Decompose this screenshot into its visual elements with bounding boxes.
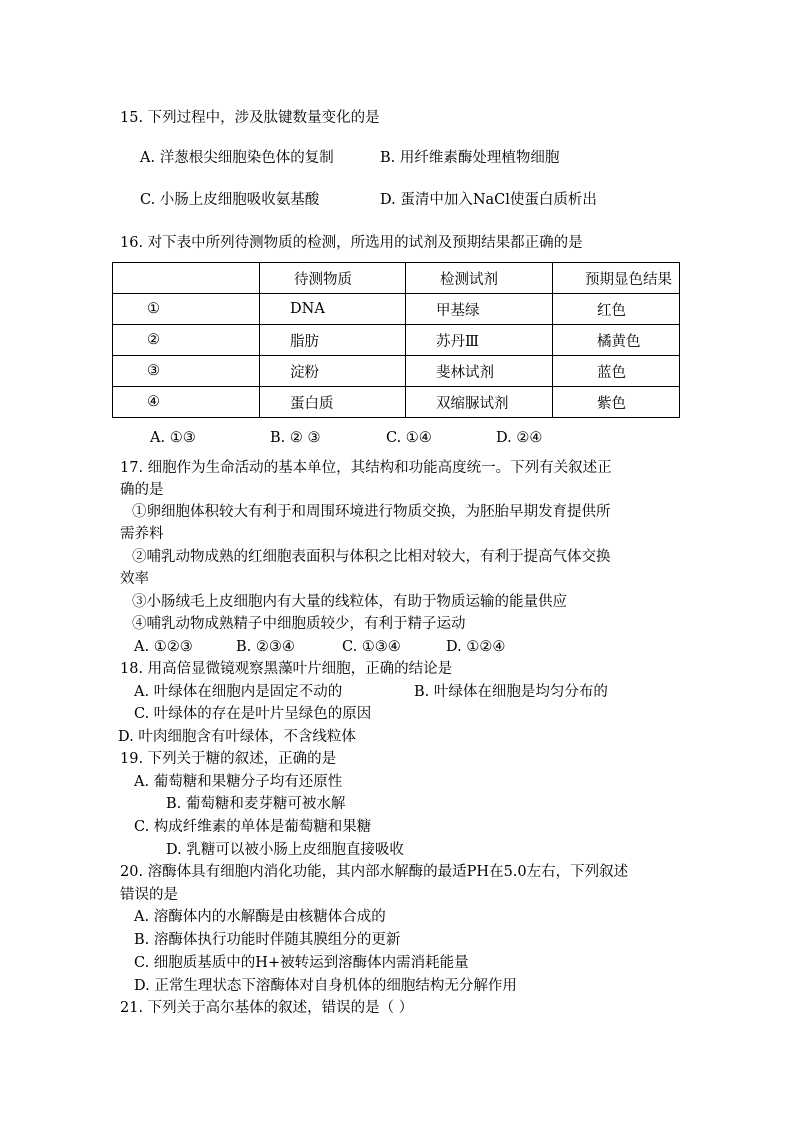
q19-option-c: C. 构成纤维素的单体是葡萄糖和果糖 (134, 819, 372, 835)
q15-option-c: C. 小肠上皮细胞吸收氨基酸 (140, 192, 320, 208)
table-cell: ④ (113, 387, 260, 418)
table-cell: DNA (260, 294, 406, 325)
q16-stem: 16. 对下表中所列待测物质的检测，所选用的试剂及预期结果都正确的是 (120, 235, 583, 251)
q18-option-d: D. 叶肉细胞含有叶绿体，不含线粒体 (118, 729, 356, 745)
q15-option-d: D. 蛋清中加入NaCl使蛋白质析出 (380, 192, 597, 208)
q19-stem: 19. 下列关于糖的叙述，正确的是 (120, 751, 337, 767)
q17-statement-1b: 需养料 (120, 526, 164, 542)
q16-option-b: B. ② ③ (270, 430, 321, 446)
q18-stem: 18. 用高倍显微镜观察黑藻叶片细胞，正确的结论是 (120, 661, 453, 677)
table-cell: 红色 (553, 294, 680, 325)
q19-option-a: A. 葡萄糖和果糖分子均有还原性 (134, 774, 343, 790)
table-cell: ② (113, 325, 260, 356)
table-cell: 斐林试剂 (406, 356, 553, 387)
q17-statement-2b: 效率 (120, 571, 149, 587)
table-cell: 甲基绿 (406, 294, 553, 325)
table-cell: 双缩脲试剂 (406, 387, 553, 418)
q17-option-c: C. ①③④ (342, 639, 401, 655)
table-cell: 蓝色 (553, 356, 680, 387)
q20-stem-line2: 错误的是 (120, 887, 178, 903)
q17-statement-1a: ①卵细胞体积较大有利于和周围环境进行物质交换，为胚胎早期发育提供所 (132, 504, 611, 520)
table-cell: ③ (113, 356, 260, 387)
table-header-cell: 检测试剂 (406, 263, 553, 294)
q17-stem-line1: 17. 细胞作为生命活动的基本单位，其结构和功能高度统一。下列有关叙述正 (120, 460, 612, 476)
q16-option-d: D. ②④ (496, 430, 543, 446)
table-row (113, 325, 680, 356)
table-header-cell: 待测物质 (260, 263, 406, 294)
q20-stem-line1: 20. 溶酶体具有细胞内消化功能，其内部水解酶的最适PH在5.0左右，下列叙述 (120, 864, 629, 880)
q15-option-a: A. 洋葱根尖细胞染色体的复制 (140, 150, 334, 166)
table-cell: 淀粉 (260, 356, 406, 387)
q21-stem: 21. 下列关于高尔基体的叙述，错误的是（ ） (120, 1000, 414, 1016)
table-header-cell (113, 263, 260, 294)
q16-option-c: C. ①④ (386, 430, 432, 446)
q18-option-b: B. 叶绿体在细胞是均匀分布的 (414, 684, 608, 700)
q20-option-b: B. 溶酶体执行功能时伴随其膜组分的更新 (134, 932, 401, 948)
table-cell: 橘黄色 (553, 325, 680, 356)
q17-option-d: D. ①②④ (446, 639, 506, 655)
q15-option-b: B. 用纤维素酶处理植物细胞 (380, 150, 560, 166)
table-row (113, 387, 680, 418)
q19-option-d: D. 乳糖可以被小肠上皮细胞直接吸收 (166, 842, 404, 858)
q17-statement-4: ④哺乳动物成熟精子中细胞质较少，有利于精子运动 (132, 616, 466, 632)
q17-stem-line2: 确的是 (120, 482, 164, 498)
q16-table (112, 262, 680, 418)
q20-option-d: D. 正常生理状态下溶酶体对自身机体的细胞结构无分解作用 (134, 978, 517, 994)
q17-option-b: B. ②③④ (236, 639, 295, 655)
table-cell: 苏丹Ⅲ (406, 325, 553, 356)
table-row (113, 294, 680, 325)
q17-statement-3: ③小肠绒毛上皮细胞内有大量的线粒体，有助于物质运输的能量供应 (132, 594, 567, 610)
table-cell: 紫色 (553, 387, 680, 418)
q20-option-a: A. 溶酶体内的水解酶是由核糖体合成的 (134, 909, 386, 925)
q20-option-c: C. 细胞质基质中的H+被转运到溶酶体内需消耗能量 (134, 955, 469, 971)
table-header-row (113, 263, 680, 294)
q18-option-a: A. 叶绿体在细胞内是固定不动的 (134, 684, 343, 700)
q19-option-b: B. 葡萄糖和麦芽糖可被水解 (166, 796, 346, 812)
q17-option-a: A. ①②③ (134, 639, 193, 655)
q16-option-a: A. ①③ (150, 430, 196, 446)
q18-option-c: C. 叶绿体的存在是叶片呈绿色的原因 (134, 706, 372, 722)
q15-stem: 15. 下列过程中，涉及肽键数量变化的是 (120, 110, 380, 126)
table-cell: ① (113, 294, 260, 325)
q17-statement-2a: ②哺乳动物成熟的红细胞表面积与体积之比相对较大，有利于提高气体交换 (132, 549, 611, 565)
table-row (113, 356, 680, 387)
table-header-cell: 预期显色结果 (553, 263, 680, 294)
table-cell: 脂肪 (260, 325, 406, 356)
table-cell: 蛋白质 (260, 387, 406, 418)
